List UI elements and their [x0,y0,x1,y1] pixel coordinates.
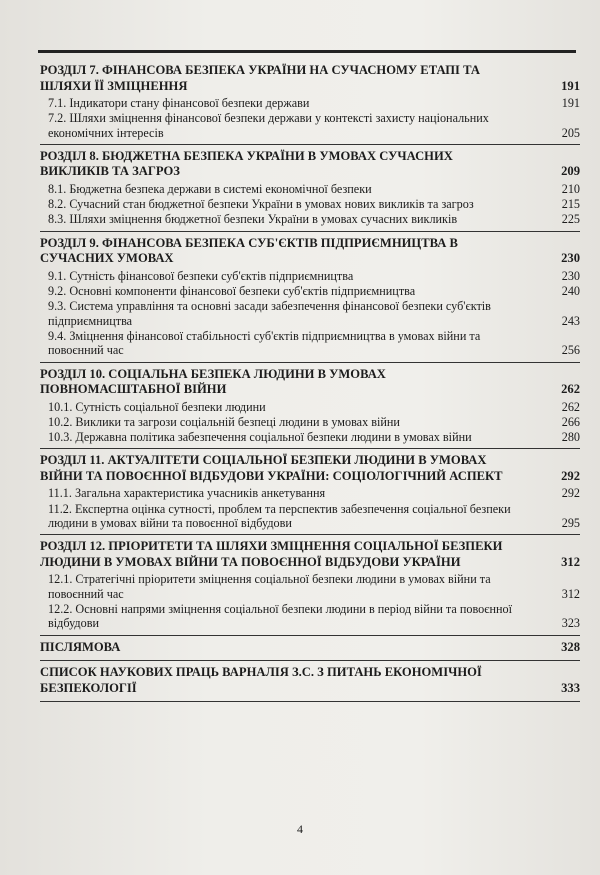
toc-section [40,149,580,232]
entry-page-number: 230 [561,268,580,283]
chapter-heading [40,665,580,696]
chapter-page-number: 209 [561,164,580,179]
chapter-title: РОЗДІЛ 8. БЮДЖЕТНА БЕЗПЕКА УКРАЇНИ В УМОВАХ СУЧАСНИХ ВИКЛИКІВ ТА ЗАГРОЗ [40,148,453,179]
entry-page-number: 205 [561,125,580,140]
entry-title: 10.3. Державна політика забезпечення соціальної безпеки людини в умовах війни [48,430,472,445]
toc-entry [40,111,580,140]
toc-entry [40,197,580,211]
entry-page-number: 323 [561,616,580,631]
entry-page-number: 266 [561,414,580,429]
table-of-contents [40,63,580,706]
entry-title: 9.2. Основні компоненти фінансової безпеки суб'єктів підприємництва [48,284,416,299]
top-rule [38,50,576,53]
toc-section [40,236,580,363]
chapter-title: РОЗДІЛ 12. ПРІОРИТЕТИ ТА ШЛЯХИ ЗМІЦНЕННЯ СОЦІАЛЬНОЇ БЕЗПЕКИ ЛЮДИНИ В УМОВАХ ВІЙНИ ТА ПОВОЄННОЇ ВІДБУДОВИ УКРАЇНИ [40,539,503,569]
chapter-title: РОЗДІЛ 9. ФІНАНСОВА БЕЗПЕКА СУБ'ЄКТІВ ПІДПРИЄМНИЦТВА В СУЧАСНИХ УМОВАХ [40,235,458,266]
toc-entry [40,572,580,601]
chapter-title: СПИСОК НАУКОВИХ ПРАЦЬ ВАРНАЛІЯ З.С. З ПИТАНЬ ЕКОНОМІЧНОЇ БЕЗПЕКОЛОГІЇ [40,665,482,695]
chapter-title: РОЗДІЛ 7. ФІНАНСОВА БЕЗПЕКА УКРАЇНИ НА СУЧАСНОМУ ЕТАПІ ТА ШЛЯХИ ЇЇ ЗМІЦНЕННЯ [40,63,480,93]
page-number: 4 [297,822,303,836]
chapter-page-number: 328 [561,639,580,654]
chapter-title: РОЗДІЛ 10. СОЦІАЛЬНА БЕЗПЕКА ЛЮДИНИ В УМОВАХ ПОВНОМАСШТАБНОЇ ВІЙНИ [40,366,386,397]
chapter-title: РОЗДІЛ 11. АКТУАЛІТЕТИ СОЦІАЛЬНОЇ БЕЗПЕКИ ЛЮДИНИ В УМОВАХ ВІЙНИ ТА ПОВОЄННОЇ ВІДБУДОВИ УКРАЇНИ: СОЦІОЛОГІЧНИЙ АСПЕКТ [40,453,503,483]
entry-title: 12.2. Основні напрями зміцнення соціальної безпеки людини в період війни та повоєнної відбудови [48,601,512,631]
chapter-heading [40,640,580,656]
entry-title: 9.1. Сутність фінансової безпеки суб'єктів підприємництва [48,268,354,283]
entry-page-number: 225 [561,212,580,227]
entry-page-number: 262 [561,399,580,414]
entry-title: 8.1. Бюджетна безпека держави в системі економічної безпеки [48,181,372,196]
entry-page-number: 295 [561,516,580,531]
entry-title: 9.4. Зміцнення фінансової стабільності суб'єктів підприємництва в умовах війни та повоєнний час [48,328,481,358]
chapter-page-number: 312 [561,554,580,569]
entry-title: 11.2. Експертна оцінка сутності, проблем та перспектив забезпечення соціальної безпеки людини в умовах війни та повоєнної відбудови [48,501,511,531]
entry-title: 7.1. Індикатори стану фінансової безпеки держави [48,96,310,110]
toc-entry [40,400,580,414]
entry-page-number: 215 [561,197,580,212]
toc-entry [40,502,580,531]
chapter-heading [40,236,580,267]
entry-page-number: 240 [561,284,580,299]
toc-entry [40,212,580,226]
entry-title: 12.1. Стратегічні пріоритети зміцнення соціальної безпеки людини в умовах війни та повоєнний час [48,572,491,601]
entry-title: 9.3. Система управління та основні засади забезпечення фінансової безпеки суб'єктів підприємництва [48,299,491,328]
toc-entry [40,284,580,298]
toc-section [40,453,580,535]
chapter-page-number: 262 [561,382,580,397]
toc-section [40,539,580,635]
chapter-heading [40,367,580,398]
entry-page-number: 292 [561,486,580,501]
toc-section [40,367,580,450]
entry-title: 7.2. Шляхи зміцнення фінансової безпеки держави у контексті захисту національних економічних інтересів [48,111,489,140]
entry-title: 8.2. Сучасний стан бюджетної безпеки України в умовах нових викликів та загроз [48,197,474,212]
chapter-page-number: 191 [561,78,580,93]
entry-page-number: 210 [561,181,580,196]
entry-title: 10.1. Сутність соціальної безпеки людини [48,399,266,414]
chapter-page-number: 230 [561,251,580,266]
chapter-page-number: 333 [561,680,580,695]
entry-title: 10.2. Виклики та загрози соціальній безпеці людини в умовах війни [48,414,400,429]
toc-entry [40,299,580,328]
toc-entry [40,269,580,283]
chapter-heading [40,453,580,484]
entry-page-number: 280 [561,430,580,445]
toc-section [40,63,580,145]
chapter-heading [40,539,580,570]
entry-page-number: 256 [561,343,580,358]
toc-entry [40,96,580,110]
toc-section [40,665,580,702]
toc-entry [40,329,580,358]
toc-entry [40,415,580,429]
entry-page-number: 312 [561,586,580,601]
entry-page-number: 191 [561,96,580,110]
entry-title: 8.3. Шляхи зміцнення бюджетної безпеки України в умовах сучасних викликів [48,212,458,227]
entry-title: 11.1. Загальна характеристика учасників анкетування [48,486,326,501]
toc-entry [40,602,580,631]
toc-entry [40,430,580,444]
toc-entry [40,182,580,196]
chapter-heading [40,63,580,94]
toc-section [40,640,580,662]
entry-page-number: 243 [561,313,580,328]
toc-entry [40,486,580,500]
chapter-heading [40,149,580,180]
chapter-page-number: 292 [561,468,580,483]
chapter-title: ПІСЛЯМОВА [40,639,121,654]
